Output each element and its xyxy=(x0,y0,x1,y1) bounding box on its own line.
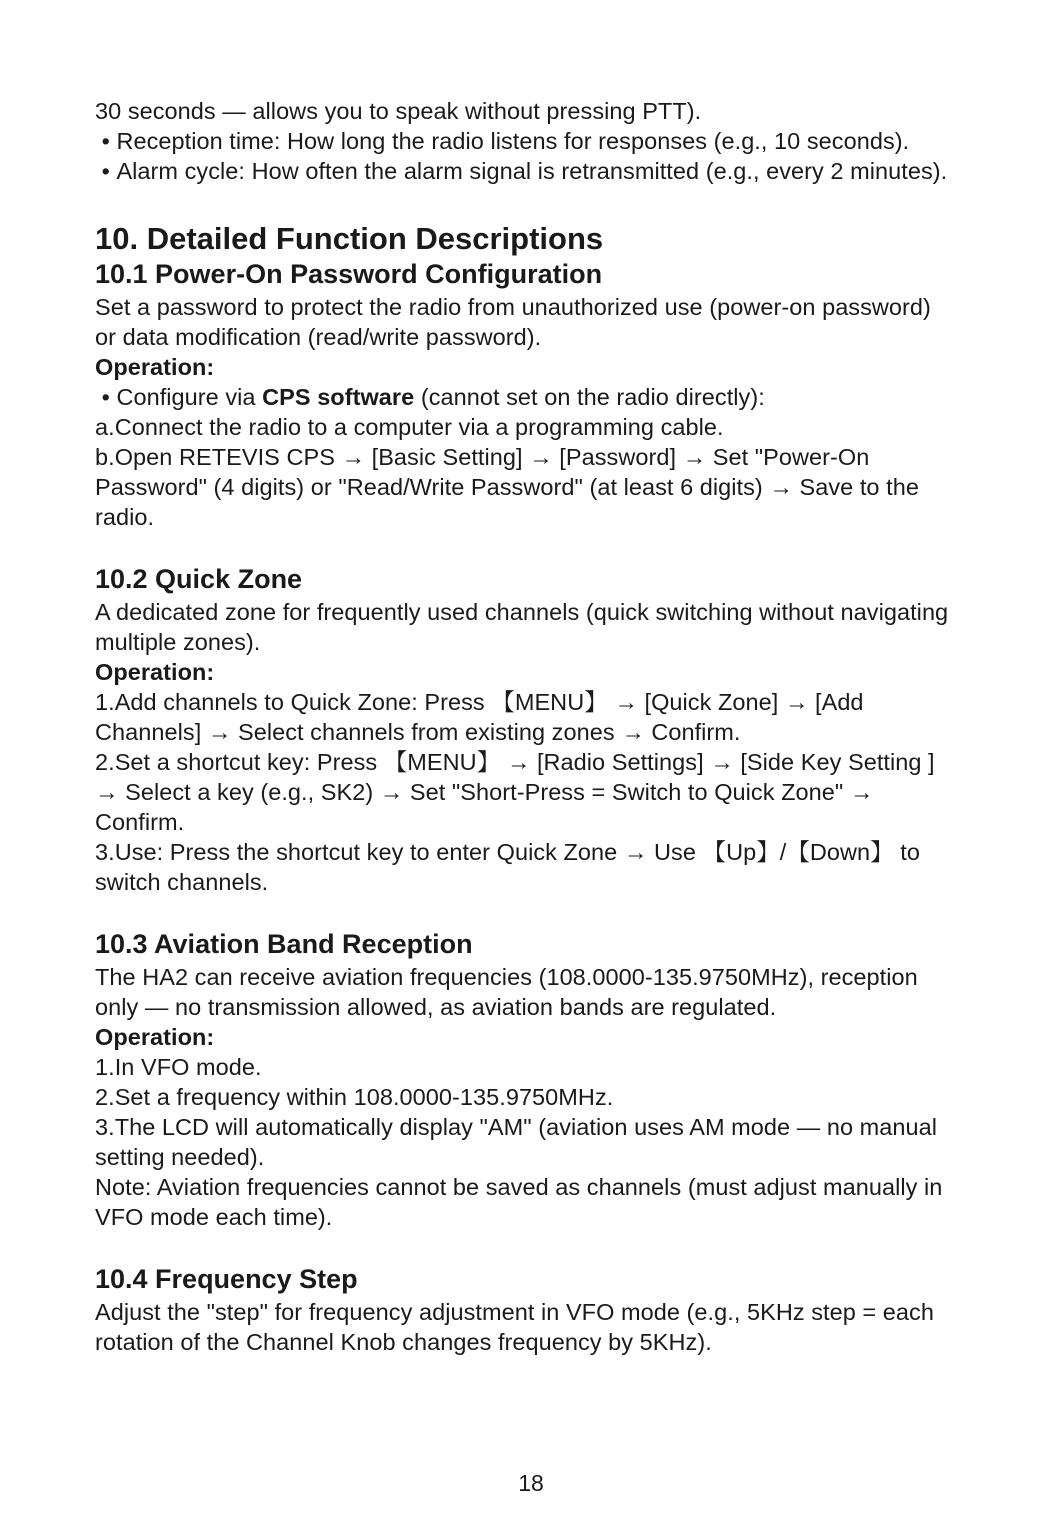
step-1-10-3: 1.In VFO mode. xyxy=(95,1054,262,1080)
step-b-10-1: b.Open RETEVIS CPS → [Basic Setting] → [Password] → Set "Power-On Password" (4 digits) or "Read/Write Password" (at least 6 digits) → Save to the radio. xyxy=(95,444,919,530)
subsection-desc-10-4: Adjust the "step" for frequency adjustment in VFO mode (e.g., 5KHz step = each rotation of the Channel Knob changes frequency by 5KHz). xyxy=(95,1299,934,1355)
page-content xyxy=(95,96,955,1357)
subsection-title-10-1: 10.1 Power-On Password Configuration xyxy=(95,259,603,289)
operation-label-10-2: Operation: xyxy=(95,659,215,685)
step-3-10-3: 3.The LCD will automatically display "AM" (aviation uses AM mode — no manual setting needed). xyxy=(95,1114,938,1170)
step-1-10-2: 1.Add channels to Quick Zone: Press 【MENU】 → [Quick Zone] → [Add Channels] → Select channels from existing zones → Confirm. xyxy=(95,689,864,745)
page-number: 18 xyxy=(518,1470,544,1496)
subsection-title-10-2: 10.2 Quick Zone xyxy=(95,564,303,594)
bullet-suffix: (cannot set on the radio directly): xyxy=(414,384,765,410)
bullet-reception-time: • Reception time: How long the radio listens for responses (e.g., 10 seconds). xyxy=(95,126,955,156)
intro-line: 30 seconds — allows you to speak without pressing PTT). xyxy=(95,98,702,124)
subsection-title-10-4: 10.4 Frequency Step xyxy=(95,1264,358,1294)
operation-label-10-3: Operation: xyxy=(95,1024,215,1050)
step-3-10-2: 3.Use: Press the shortcut key to enter Quick Zone → Use 【Up】/【Down】 to switch channels. xyxy=(95,839,921,895)
bullet-prefix: Configure via xyxy=(116,384,263,410)
step-2-10-2: 2.Set a shortcut key: Press 【MENU】 → [Radio Settings] → [Side Key Setting ] → Select a key (e.g., SK2) → Set "Short-Press = Switch to Quick Zone" → Confirm. xyxy=(95,749,935,835)
operation-label-10-1: Operation: xyxy=(95,354,215,380)
subsection-desc-10-3: The HA2 can receive aviation frequencies (108.0000-135.9750MHz), reception only — no transmission allowed, as aviation bands are regulated. xyxy=(95,964,918,1020)
bullet-configure-cps xyxy=(95,382,955,412)
step-2-10-3: 2.Set a frequency within 108.0000-135.9750MHz. xyxy=(95,1084,614,1110)
bullet-bold-cps: CPS software xyxy=(262,384,415,410)
step-a-10-1: a.Connect the radio to a computer via a programming cable. xyxy=(95,414,724,440)
subsection-desc-10-2: A dedicated zone for frequently used channels (quick switching without navigating multiple zones). xyxy=(95,599,949,655)
bullet-alarm-cycle: • Alarm cycle: How often the alarm signal is retransmitted (e.g., every 2 minutes). xyxy=(95,156,955,186)
section-title-10: 10. Detailed Function Descriptions xyxy=(95,221,604,256)
note-10-3: Note: Aviation frequencies cannot be saved as channels (must adjust manually in VFO mode each time). xyxy=(95,1174,943,1230)
subsection-title-10-3: 10.3 Aviation Band Reception xyxy=(95,929,473,959)
subsection-desc-10-1: Set a password to protect the radio from unauthorized use (power-on password) or data modification (read/write password). xyxy=(95,294,931,350)
